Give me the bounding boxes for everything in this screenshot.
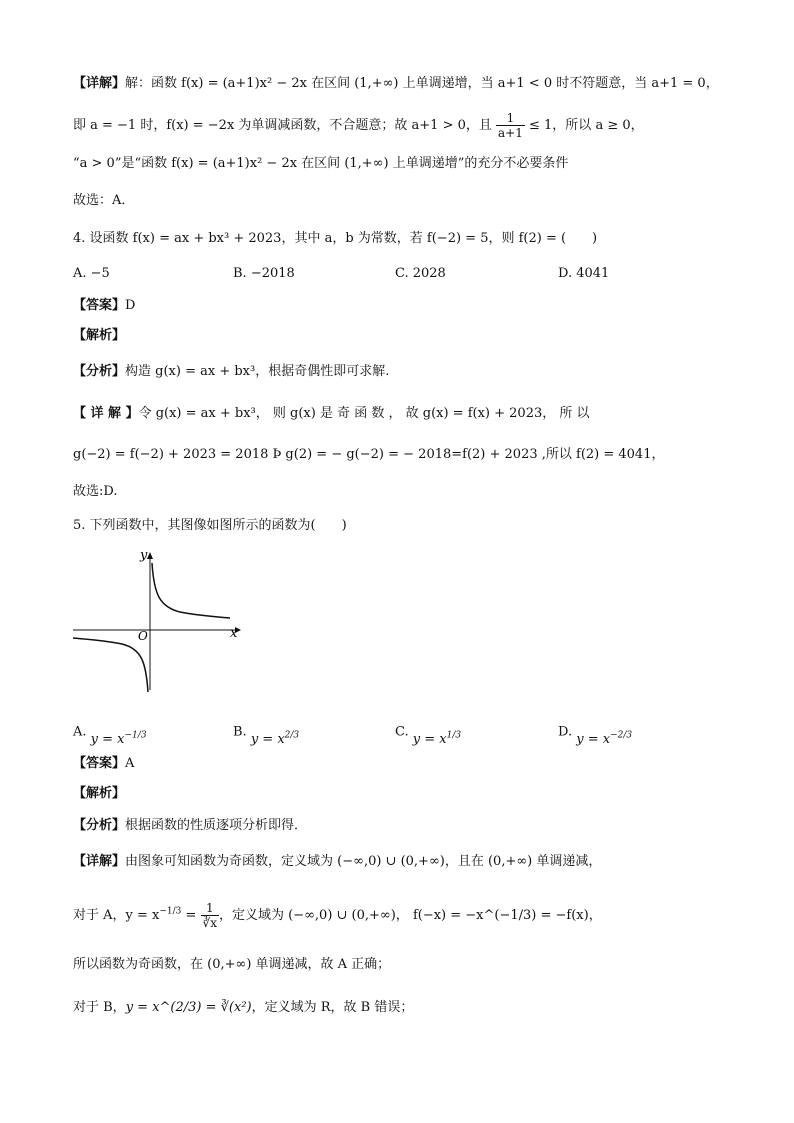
option-lhs: y = x: [250, 732, 285, 748]
option-letter: B.: [233, 724, 247, 740]
fenxi-tag: 【分析】: [73, 818, 126, 833]
check-b-equation: y = x^(2/3) = ∛(x²): [125, 1000, 252, 1015]
answer-value: D: [125, 298, 136, 313]
answer-value: A: [125, 756, 135, 771]
detail-tag: 【详解】: [73, 76, 126, 91]
question-5-stem: 5. 下列函数中，其图像如图所示的函数为( ): [73, 518, 347, 533]
check-a-prefix: 对于 A，y = x: [73, 908, 160, 923]
check-b-prefix: 对于 B，: [73, 1000, 126, 1015]
fenxi-text: 构造 g(x) = ax + bx³，根据奇偶性即可求解.: [125, 364, 390, 379]
detail-line-2: [73, 111, 644, 140]
fraction-denominator: a+1: [498, 126, 523, 140]
q5-option-c: [395, 718, 462, 748]
q5-option-b: [233, 718, 300, 748]
q5-analysis: [73, 784, 125, 804]
option-letter: D.: [558, 724, 573, 740]
q4-option-d: D. 4041: [558, 266, 610, 281]
option-formula: [251, 732, 299, 747]
option-exponent: −1/3: [124, 731, 147, 741]
option-exponent: −2/3: [610, 731, 633, 741]
option-exponent: 1/3: [446, 731, 462, 741]
check-a-equals: =: [181, 908, 201, 923]
fenxi-text: 根据函数的性质逐项分析即得．: [125, 818, 308, 833]
question-4-stem: 4. 设函数 f(x) = ax + bx³ + 2023，其中 a，b 为常数，若 f(−2) = 5，则 f(2) = ( ): [73, 231, 598, 246]
q4-xiangjie-2: g(−2) = f(−2) + 2023 = 2018 Þ g(2) = − g(−2) = − 2018=f(2) + 2023 ,所以 f(2) = 4041，: [73, 447, 665, 462]
q5-xiangjie: [73, 852, 601, 872]
analysis-tag: 【解析】: [73, 786, 126, 801]
detail-line-1: [73, 74, 719, 94]
q5-option-a: [73, 718, 147, 748]
q4-option-a: A. −5: [73, 266, 110, 281]
q5-answer: [73, 754, 134, 774]
xiangjie-tag: 【 详 解 】: [73, 406, 139, 421]
option-letter: A.: [73, 724, 87, 740]
option-formula: [91, 732, 147, 747]
check-a-fraction-num: 1: [201, 901, 219, 916]
fenxi-tag: 【分析】: [73, 364, 126, 379]
q5-check-b: [73, 998, 413, 1018]
q5-check-a-conclusion: 所以函数为奇函数，在 (0,+∞) 单调递减，故 A 正确；: [73, 957, 391, 972]
check-a-exponent: −1/3: [159, 906, 182, 917]
check-a-fraction-den: ∛x: [202, 916, 217, 930]
xiangjie-text: 由图象可知函数为奇函数，定义域为 (−∞,0) ∪ (0,+∞)，且在 (0,+∞) 单调递减，: [125, 854, 602, 869]
option-letter: C.: [395, 724, 409, 740]
check-a-fraction: [201, 901, 219, 930]
answer-tag: 【答案】: [73, 298, 126, 313]
answer-tag: 【答案】: [73, 756, 126, 771]
detail-text-2a: 即 a = −1 时，f(x) = −2x 为单调减函数，不合题意；故 a+1 > 0，且: [73, 118, 492, 133]
q5-check-a: [73, 901, 602, 930]
analysis-tag: 【解析】: [73, 328, 126, 343]
y-axis-arrow: [147, 552, 153, 559]
q4-xiangjie-1: [73, 404, 590, 424]
origin-label: O: [138, 629, 148, 643]
fraction: [496, 111, 525, 140]
option-exponent: 2/3: [284, 731, 300, 741]
q4-answer: [73, 296, 135, 316]
xiangjie-tag: 【详解】: [73, 854, 126, 869]
conclusion-line: 故选：A．: [73, 193, 135, 208]
detail-text-2b: ≤ 1，所以 a ≥ 0，: [529, 118, 644, 133]
option-formula: [413, 732, 461, 747]
option-lhs: y = x: [412, 732, 447, 748]
check-b-rest: ，定义域为 R，故 B 错误；: [251, 1000, 414, 1015]
q4-option-b: B. −2018: [233, 266, 295, 281]
check-a-rest: ，定义域为 (−∞,0) ∪ (0,+∞)， f(−x) = −x^(−1/3) = −f(x)，: [218, 908, 602, 923]
q4-fenxi: [73, 362, 389, 382]
function-graph: [70, 545, 250, 695]
q4-option-c: C. 2028: [395, 266, 446, 281]
q4-analysis: [73, 326, 125, 346]
detail-text-1: 解：函数 f(x) = (a+1)x² − 2x 在区间 (1,+∞) 上单调递增，当 a+1 < 0 时不符题意，当 a+1 = 0，: [125, 76, 719, 91]
q5-option-d: [558, 718, 633, 748]
curve-right-branch: [152, 563, 230, 618]
x-axis-label: x: [230, 626, 238, 641]
curve-left-branch: [73, 638, 148, 692]
xiangjie-text-1: 令 g(x) = ax + bx³， 则 g(x) 是 奇 函 数 ， 故 g(x) = f(x) + 2023， 所 以: [138, 406, 590, 421]
option-formula: [576, 732, 632, 747]
q5-fenxi: [73, 816, 307, 836]
y-axis-label: y: [140, 548, 148, 563]
q4-conclusion: 故选:D.: [73, 484, 118, 499]
fraction-numerator: 1: [496, 111, 525, 126]
option-lhs: y = x: [576, 732, 611, 748]
option-lhs: y = x: [90, 732, 125, 748]
detail-line-3: “a > 0”是“函数 f(x) = (a+1)x² − 2x 在区间 (1,+∞) 上单调递增”的充分不必要条件: [73, 156, 569, 171]
